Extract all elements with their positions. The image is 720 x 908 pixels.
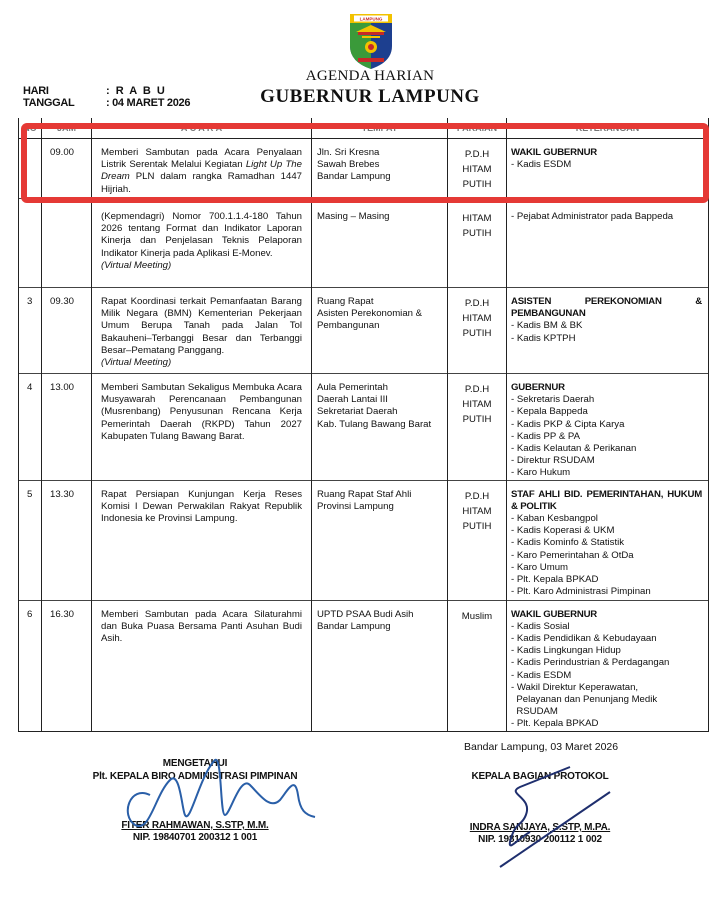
venue-line: Ruang Rapat Staf Ahli <box>317 488 412 500</box>
event-note: (Virtual Meeting) <box>101 357 172 369</box>
venue-line: Provinsi Lampung <box>317 500 394 512</box>
dress-line: HITAM <box>462 164 492 175</box>
row-time: 09.30 <box>42 288 92 374</box>
dress-line: P.D.H <box>464 298 490 309</box>
notes-item: - Wakil Direktur Keperawatan, Pelayanan dan Penunjang Medik RSUDAM <box>511 681 658 718</box>
notes-heading: STAF AHLI BID. PEMERINTAHAN, HUKUM & POLITIK <box>511 488 702 512</box>
dress-line: HITAM <box>462 313 492 324</box>
event-text: Memberi Sambutan Sekaligus Membuka Acara Musyawarah Perencanaan Pembangunan (Musrenbang) Penyusunan Rencana Kerja Pemerintah Daerah (RKPD) Tahun 2027 Kabupaten Tulang Bawang Barat. <box>101 382 302 442</box>
row-time: 13.30 <box>42 480 92 600</box>
row-time: 16.30 <box>42 600 92 731</box>
row-number: 1 <box>19 139 42 199</box>
signer-name: FITER RAHMAWAN, S.STP, M.M. <box>121 820 269 831</box>
notes-item: - Kepala Bappeda <box>511 406 588 418</box>
row-venue <box>312 600 448 731</box>
event-text: Rapat Koordinasi terkait Pemanfaatan Barang Milik Negara (BMN) Kementerian Pekerjaan Umum Berupa Tanah pada Jalan Tol Bakauheni–Terbanggi Besar dan Terbanggi Besar–Pematang Panggang. <box>101 296 302 356</box>
row-event <box>92 480 312 600</box>
row-notes <box>507 480 709 600</box>
venue-line: Masing – Masing <box>317 211 390 222</box>
notes-item: - Kadis ESDM <box>511 159 572 171</box>
venue-line: Aula Pemerintah <box>317 382 388 393</box>
venue-line: Daerah Lantai III <box>317 394 388 406</box>
col-header-no: NO <box>19 118 42 139</box>
notes-item: - Kadis KPTPH <box>511 332 576 344</box>
row-number: 3 <box>19 288 42 374</box>
notes-heading: ASISTEN PEREKONOMIAN & PEMBANGUNAN <box>511 296 702 320</box>
venue-line: Asisten Perekonomian & <box>317 308 423 320</box>
dress-line: P.D.H <box>464 149 490 160</box>
row-event <box>92 374 312 481</box>
hari-value: : R A B U <box>106 85 167 97</box>
notes-item: - Kadis Perindustrian & Perdagangan <box>511 657 670 669</box>
row-dress <box>448 600 507 731</box>
row-venue <box>312 199 448 288</box>
lampung-province-emblem <box>348 12 394 70</box>
notes-heading: GUBERNUR <box>511 382 565 393</box>
dress-line: HITAM <box>462 399 492 410</box>
notes-heading: WAKIL GUBERNUR <box>511 608 598 620</box>
row-number: 4 <box>19 374 42 481</box>
row-dress <box>448 199 507 288</box>
table-row <box>19 600 709 731</box>
dress-line: PUTIH <box>462 179 492 190</box>
notes-item: - Karo Umum <box>511 561 569 573</box>
row-event <box>92 139 312 199</box>
venue-line: UPTD PSAA Budi Asih <box>317 608 414 620</box>
row-notes <box>507 199 709 288</box>
dress-line: PUTIH <box>462 520 492 532</box>
col-header-acara: A C A R A <box>92 118 312 139</box>
notes-heading: WAKIL GUBERNUR <box>511 147 598 158</box>
signer-nip: NIP. 19810930 200112 1 002 <box>478 834 602 845</box>
event-text: Rapat Persiapan Kunjungan Kerja Reses Komisi I Dewan Perwakilan Rakyat Republik Indonesia ke Provinsi Lampung. <box>101 488 302 525</box>
row-number: 6 <box>19 600 42 731</box>
row-notes <box>507 374 709 481</box>
col-header-tempat: TEMPAT <box>312 118 448 139</box>
venue-line: Jln. Sri Kresna <box>317 147 380 158</box>
dress-line: P.D.H <box>464 384 490 395</box>
signature-block-left <box>60 758 330 843</box>
notes-item: - Plt. Kepala BPKAD <box>511 574 599 586</box>
venue-line: Bandar Lampung <box>317 620 391 632</box>
signer-nip: NIP. 19840701 200312 1 001 <box>132 832 258 843</box>
notes-item: - Sekretaris Daerah <box>511 394 595 406</box>
notes-item: - Plt. Karo Administrasi Pimpinan <box>511 586 651 598</box>
agenda-title: GUBERNUR LAMPUNG <box>260 86 480 107</box>
row-event <box>92 199 312 288</box>
tanggal-value: : 04 MARET 2026 <box>106 97 191 109</box>
notes-item: - Kadis PP & PA <box>511 430 580 442</box>
event-text-tail: PLN dalam rangka Ramadhan 1447 Hijriah. <box>101 171 302 195</box>
row-number: 5 <box>19 480 42 600</box>
emblem-label: LAMPUNG <box>359 16 383 22</box>
notes-item: - Kaban Kesbangpol <box>511 513 598 525</box>
event-text: (Kepmendagri) Nomor 700.1.1.4-180 Tahun 2026 tentang Format dan Indikator Laporan Kinerja dan Penjelasan Teknis Pelaporan Indikator Kinerja pada Aplikasi E-Monev. <box>101 211 302 259</box>
event-text: Memberi Sambutan pada Acara Penyalaan Listrik Serentak Melalui Kegiatan <box>101 147 302 171</box>
agenda-subtitle: AGENDA HARIAN <box>305 68 435 84</box>
notes-item: - Karo Hukum <box>511 467 571 479</box>
dress-line: HITAM <box>462 505 492 517</box>
row-dress <box>448 139 507 199</box>
notes-item: - Pejabat Administrator pada Bappeda <box>511 211 674 222</box>
row-event <box>92 600 312 731</box>
venue-line: Kab. Tulang Bawang Barat <box>317 418 432 430</box>
agenda-table <box>18 118 709 732</box>
notes-item: - Kadis BM & BK <box>511 320 583 332</box>
row-venue <box>312 139 448 199</box>
venue-line: Bandar Lampung <box>317 171 391 183</box>
notes-item: - Kadis Koperasi & UKM <box>511 525 615 537</box>
dress-line: Muslim <box>461 610 493 622</box>
notes-item: - Kadis Lingkungan Hidup <box>511 645 621 657</box>
table-row <box>19 199 709 288</box>
dress-line: P.D.H <box>464 490 490 502</box>
row-dress <box>448 480 507 600</box>
table-header-row <box>19 118 709 139</box>
row-event <box>92 288 312 374</box>
row-venue <box>312 480 448 600</box>
row-number <box>19 199 42 288</box>
row-notes <box>507 139 709 199</box>
table-row <box>19 288 709 374</box>
row-venue <box>312 288 448 374</box>
row-time: 13.00 <box>42 374 92 481</box>
venue-line: Sekretariat Daerah <box>317 406 398 418</box>
notes-item: - Direktur RSUDAM <box>511 455 595 467</box>
table-row <box>19 139 709 199</box>
table-row <box>19 374 709 481</box>
signer-position: KEPALA BAGIAN PROTOKOL <box>471 771 609 782</box>
row-time <box>42 199 92 288</box>
col-header-keterangan: KETERANGAN <box>507 118 709 139</box>
row-dress <box>448 374 507 481</box>
row-notes <box>507 288 709 374</box>
notes-item: - Kadis ESDM <box>511 669 572 681</box>
hari-label: HARI <box>23 85 49 97</box>
event-note: (Virtual Meeting) <box>101 259 172 271</box>
notes-item: - Plt. Kepala BPKAD <box>511 718 599 730</box>
row-venue <box>312 374 448 481</box>
notes-item: - Karo Pemerintahan & OtDa <box>511 549 634 561</box>
venue-line: Sawah Brebes <box>317 159 380 171</box>
dress-line: PUTIH <box>462 228 492 239</box>
notes-item: - Kadis Kominfo & Statistik <box>511 537 625 549</box>
col-header-jam: JAM <box>42 118 92 139</box>
notes-item: - Kadis Pendidikan & Kebudayaan <box>511 633 657 645</box>
dress-line: PUTIH <box>462 328 492 339</box>
signer-name: INDRA SANJAYA, S.STP, M.PA. <box>469 822 611 833</box>
notes-item: - Kadis PKP & Cipta Karya <box>511 418 625 430</box>
row-notes <box>507 600 709 731</box>
tanggal-label: TANGGAL <box>23 97 75 109</box>
event-italic-text: Light Up The Dream <box>101 159 302 183</box>
row-dress <box>448 288 507 374</box>
notes-item: - Kadis Kelautan & Perikanan <box>511 443 637 455</box>
dress-line: PUTIH <box>462 414 492 425</box>
event-text: Memberi Sambutan pada Acara Silaturahmi dan Buka Puasa Bersama Panti Asuhan Budi Asih. <box>101 608 302 645</box>
venue-line: Ruang Rapat <box>317 296 374 307</box>
table-row <box>19 480 709 600</box>
col-header-pakaian: PAKAIAN <box>448 118 507 139</box>
venue-line: Pembangunan <box>317 320 380 332</box>
signature-block-right <box>430 771 650 845</box>
approval-label: MENGETAHUI <box>162 758 228 769</box>
row-time: 09.00 <box>42 139 92 199</box>
dress-line: HITAM <box>462 213 492 224</box>
place-date: Bandar Lampung, 03 Maret 2026 <box>464 741 619 753</box>
notes-item: - Kadis Sosial <box>511 620 570 632</box>
signer-position: Plt. KEPALA BIRO ADMINISTRASI PIMPINAN <box>92 771 298 782</box>
